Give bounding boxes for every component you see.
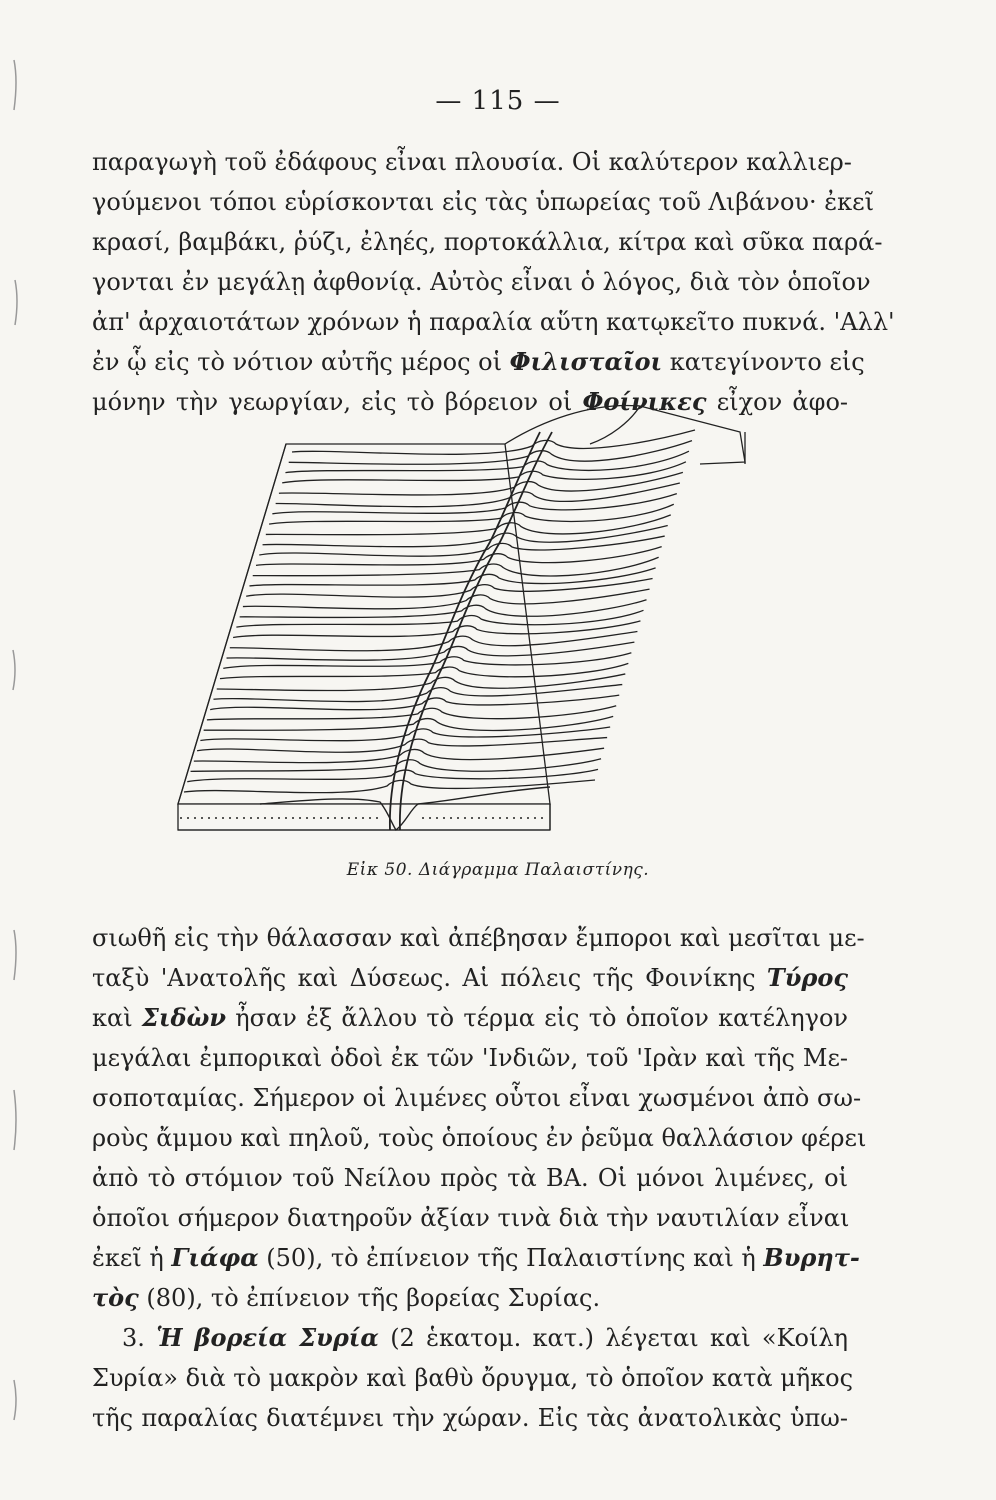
text-line: μόνην τὴν γεωργίαν, εἰς τὸ βόρειον οἱ Φοίνικες εἶχον ἀφο- — [92, 387, 848, 416]
text-line: ἀπ' ἀρχαιοτάτων χρόνων ἡ παραλία αὕτη κατῳκεῖτο πυκνά. 'Αλλ' — [92, 308, 895, 336]
term-sidon: Σιδὼν — [141, 1003, 226, 1032]
text-line: σιωθῆ εἰς τὴν θάλασσαν καὶ ἀπέβησαν ἔμποροι καὶ μεσῖται με- — [92, 924, 865, 952]
text-line: ταξὺ 'Ανατολῆς καὶ Δύσεως. Αἱ πόλεις τῆς Φοινίκης Τύρος — [92, 963, 848, 992]
text-line: γούμενοι τόποι εὑρίσκονται εἰς τὰς ὑπωρείας τοῦ Λιβάνου· ἐκεῖ — [92, 188, 874, 216]
term-tyre: Τύρος — [766, 963, 848, 992]
text-line: ἐκεῖ ἡ Γιάφα (50), τὸ ἐπίνειον τῆς Παλαιστίνης καὶ ἡ Βυρητ- — [92, 1243, 860, 1272]
term-northern-syria: Ἡ βορεία Συρία — [156, 1323, 379, 1352]
text-line: σοποταμίας. Σήμερον οἱ λιμένες οὗτοι εἶναι χωσμένοι ἀπὸ σω- — [92, 1084, 862, 1112]
text-line: καὶ Σιδὼν ἦσαν ἐξ ἄλλου τὸ τέρμα εἰς τὸ ὁποῖον κατέληγον — [92, 1003, 849, 1032]
text-line: 3. Ἡ βορεία Συρία (2 ἑκατομ. κατ.) λέγεται καὶ «Κοίλη — [122, 1323, 848, 1352]
text-line: Συρία» διὰ τὸ μακρὸν καὶ βαθὺ ὄρυγμα, τὸ ὁποῖον κατὰ μῆκος — [92, 1364, 854, 1392]
term-beirut: Βυρητ- — [763, 1243, 860, 1272]
text-line: γονται ἐν μεγάλῃ ἀφθονίᾳ. Αὐτὸς εἶναι ὁ λόγος, διὰ τὸν ὁποῖον — [92, 268, 871, 296]
text-line: μεγάλαι ἐμπορικαὶ ὁδοὶ ἐκ τῶν 'Ινδιῶν, τοῦ 'Ιρὰν καὶ τῆς Με- — [92, 1044, 848, 1072]
term-phoenicians: Φοίνικες — [582, 387, 707, 416]
figure-caption: Εἰκ 50. Διάγραμμα Παλαιστίνης. — [346, 860, 650, 880]
text-line: παραγωγὴ τοῦ ἐδάφους εἶναι πλουσία. Οἱ καλύτερον καλλιερ- — [92, 148, 852, 176]
binding-margin — [8, 50, 22, 1450]
page-number: — 115 — — [435, 86, 561, 116]
text-line: τῆς παραλίας διατέμνει τὴν χώραν. Εἰς τὰς ἀνατολικὰς ὑπω- — [92, 1404, 848, 1432]
text-line: ἀπὸ τὸ στόμιον τοῦ Νείλου πρὸς τὰ ΒΑ. Οἱ μόνοι λιμένες, οἱ — [92, 1164, 848, 1192]
text-line: ροὺς ἄμμου καὶ πηλοῦ, τοὺς ὁποίους ἐν ῥεῦμα θαλλάσιον φέρει — [92, 1124, 867, 1152]
block-front-face — [178, 804, 550, 830]
term-beirut-end: τὸς — [92, 1283, 139, 1312]
term-jaffa: Γιάφα — [171, 1243, 259, 1272]
term-philistines: Φιλισταῖοι — [509, 347, 663, 376]
palestine-block-diagram — [160, 392, 760, 852]
text-line: ἐν ᾧ εἰς τὸ νότιον αὐτῆς μέρος οἱ Φιλισταῖοι κατεγίνοντο εἰς — [92, 347, 865, 376]
text-line: τὸς (80), τὸ ἐπίνειον τῆς βορείας Συρίας. — [92, 1283, 601, 1312]
top-paragraph — [92, 142, 895, 422]
bottom-paragraph — [92, 918, 867, 1438]
text-line: ὁποῖοι σήμερον διατηροῦν ἀξίαν τινὰ διὰ τὴν ναυτιλίαν εἶναι — [92, 1204, 850, 1232]
text-line: κρασί, βαμβάκι, ῥύζι, ἐληές, πορτοκάλλια, κίτρα καὶ σῦκα παρά- — [92, 228, 883, 256]
